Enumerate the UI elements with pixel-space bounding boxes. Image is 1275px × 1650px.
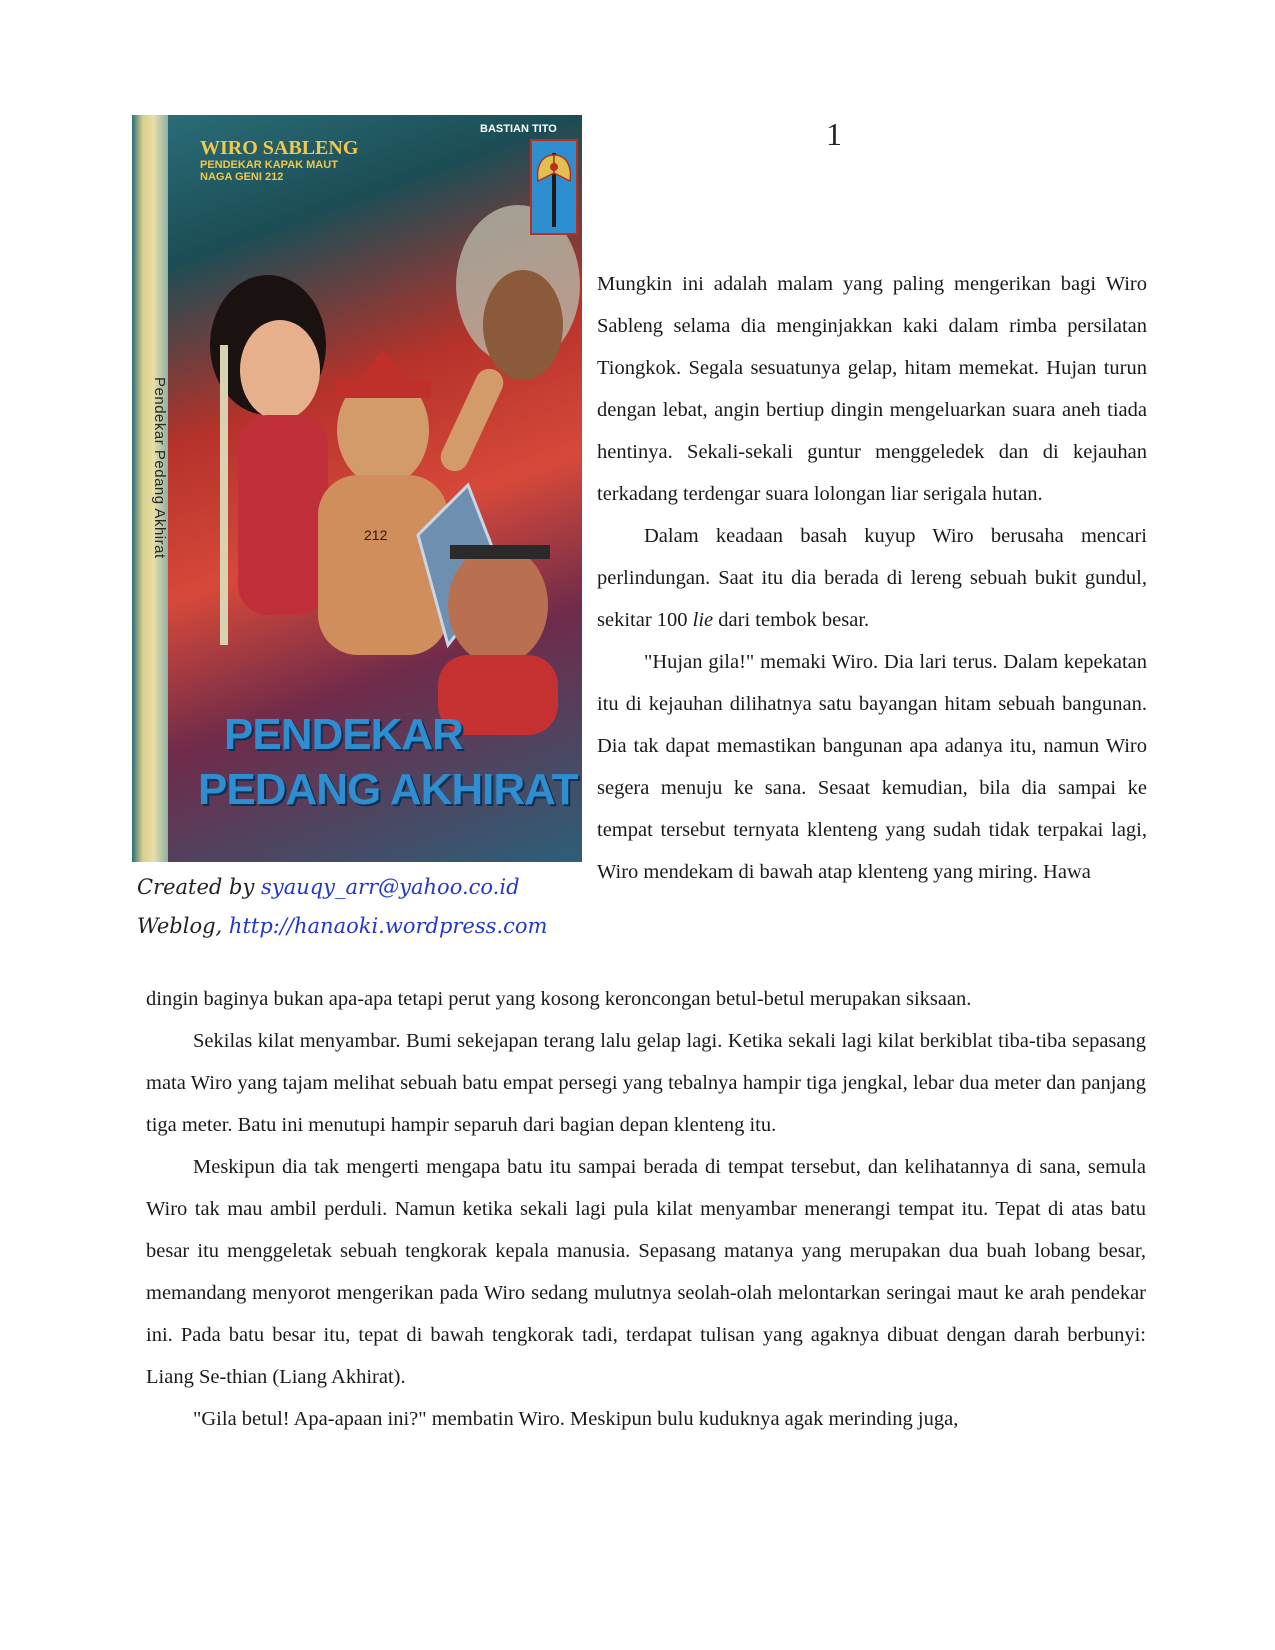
cover-illustration — [168, 175, 582, 735]
cover-title-line-1: PENDEKAR — [224, 710, 463, 759]
paragraph-2 — [597, 515, 1147, 641]
cover-subtitle-1: PENDEKAR KAPAK MAUT — [200, 159, 338, 171]
credit-line-weblog — [137, 907, 547, 946]
cover-subtitle-2: NAGA GENI 212 — [200, 171, 284, 183]
paragraph-5: Meskipun dia tak mengerti mengapa batu itu sampai berada di tempat tersebut, dan kelihatannya di sana, semula Wiro tak mau ambil perduli. Namun ketika sekali lagi pula kilat menyambar menerangi tempat itu. Tepat di atas batu besar itu menggeletak sebuah tengkorak kepala manusia. Sepasang matanya yang merupakan dua buah lobang besar, memandang menyorot mengerikan pada Wiro sedang mulutnya seolah-olah melontarkan seringai maut ke arah pendekar ini. Pada batu besar itu, tepat di bawah tengkorak tadi, terdapat tulisan yang agaknya dibuat dengan darah berbunyi: Liang Se-thian (Liang Akhirat). — [146, 1156, 1146, 1388]
paragraph-2-text-a: Dalam keadaan basah kuyup Wiro berusaha mencari perlindungan. Saat itu dia berada di lereng sebuah bukit gundul, sekitar 100 — [597, 525, 1147, 631]
email-link[interactable]: syauqy_arr@yahoo.co.id — [261, 875, 520, 899]
paragraph-3-continued: dingin baginya bukan apa-apa tetapi perut yang kosong keroncongan betul-betul merupakan siksaan. — [146, 988, 972, 1010]
paragraph-6: "Gila betul! Apa-apaan ini?" membatin Wiro. Meskipun bulu kuduknya agak merinding juga, — [193, 1408, 959, 1430]
weblog-link[interactable]: http://hanaoki.wordpress.com — [228, 914, 548, 938]
cover-series-title: WIRO SABLENG — [200, 137, 359, 159]
created-by-label: Created by — [137, 875, 255, 899]
credit-line-created — [137, 868, 547, 907]
paragraph-2-text-b: dari tembok besar. — [713, 609, 870, 631]
cover-title-line-2: PEDANG AKHIRAT — [198, 765, 578, 814]
credit-block — [137, 868, 547, 946]
page-number: 1 — [826, 116, 842, 152]
weblog-label: Weblog, — [137, 914, 223, 938]
paragraph-1: Mungkin ini adalah malam yang paling mengerikan bagi Wiro Sableng selama dia menginjakkan kaki dalam rimba persilatan Tiongkok. Segala sesuatunya gelap, hitam memekat. Hujan turun dengan lebat, angin bertiup dingin mengeluarkan suara aneh tiada hentinya. Sekali-sekali guntur menggeledek dan di kejauhan terkadang terdengar suara lolongan liar serigala hutan. — [597, 273, 1147, 505]
paragraph-3: "Hujan gila!" memaki Wiro. Dia lari terus. Dalam kepekatan itu di kejauhan dilihatnya satu bayangan hitam sebuah bangunan. Dia tak dapat memastikan bangunan apa adanya itu, namun Wiro segera menuju ke sana. Sesaat kemudian, bila dia sampai ke tempat tersebut ternyata klenteng yang sudah tidak terpakai lagi, Wiro mendekam di bawah atap klenteng yang miring. Hawa — [597, 651, 1147, 883]
book-cover-image — [132, 115, 582, 862]
chest-mark: 212 — [364, 527, 388, 543]
paragraph-4: Sekilas kilat menyambar. Bumi sekejapan terang lalu gelap lagi. Ketika sekali lagi kilat berkiblat tiba-tiba sepasang mata Wiro yang tajam melihat sebuah batu empat persegi yang tebalnya hampir tiga jengkal, lebar dua meter dan panjang tiga meter. Batu ini menutupi hampir separuh dari bagian depan klenteng itu. — [146, 1030, 1146, 1136]
cover-author: BASTIAN TITO — [480, 123, 557, 135]
full-width-text — [146, 978, 1146, 1440]
spine-title: Pendekar Pedang Akhirat — [151, 377, 168, 559]
axe-emblem-icon — [530, 139, 578, 235]
right-column-text — [597, 263, 1147, 893]
paragraph-2-italic: lie — [692, 609, 714, 631]
